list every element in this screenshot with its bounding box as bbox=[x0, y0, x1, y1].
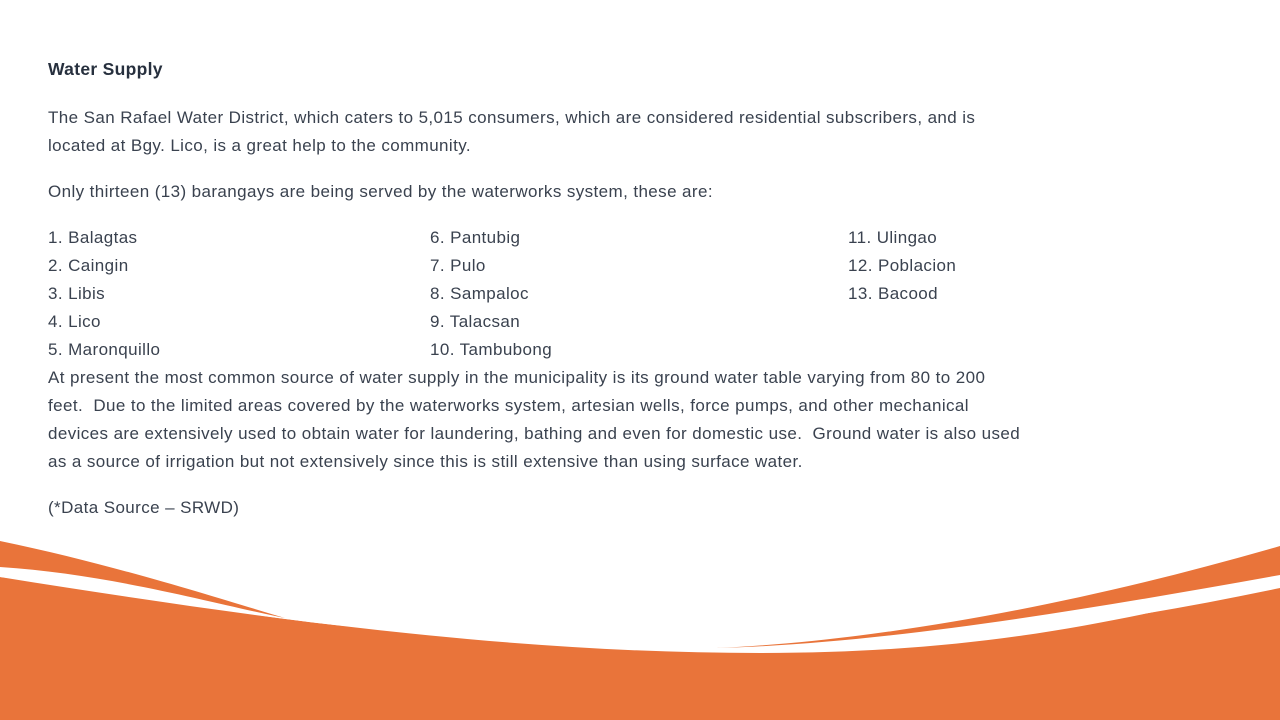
barangay-list-item: 2. Caingin bbox=[48, 256, 129, 275]
barangay-list-item: 8. Sampaloc bbox=[430, 284, 529, 303]
content-area bbox=[48, 58, 1198, 522]
barangay-list-item: 10. Tambubong bbox=[430, 340, 553, 359]
data-source-note bbox=[48, 494, 1198, 522]
barangay-list-item: 6. Pantubig bbox=[430, 228, 521, 247]
intro-paragraph bbox=[48, 104, 1198, 160]
barangay-list-item: 12. Poblacion bbox=[848, 256, 957, 275]
paragraph-line: devices are extensively used to obtain water for laundering, bathing and even for domestic use. Ground water is also used bbox=[48, 424, 1021, 443]
barangay-column-2 bbox=[430, 224, 848, 364]
barangay-list-item: 5. Maronquillo bbox=[48, 340, 161, 359]
section-heading: Water Supply bbox=[48, 59, 163, 79]
barangay-list-item: 11. Ulingao bbox=[848, 228, 938, 247]
barangay-list-item: 9. Talacsan bbox=[430, 312, 521, 331]
bottom-wave-decoration bbox=[0, 530, 1280, 720]
barangay-list-item: 7. Pulo bbox=[430, 256, 486, 275]
paragraph-line: feet. Due to the limited areas covered by the waterworks system, artesian wells, force pumps, and other mechanical bbox=[48, 396, 969, 415]
barangay-list bbox=[48, 224, 1198, 364]
water-source-paragraph bbox=[48, 364, 1198, 476]
barangay-list-item: 4. Lico bbox=[48, 312, 101, 331]
paragraph-line: Only thirteen (13) barangays are being served by the waterworks system, these are: bbox=[48, 182, 713, 201]
barangay-list-item: 13. Bacood bbox=[848, 284, 939, 303]
barangay-list-item: 3. Libis bbox=[48, 284, 106, 303]
barangay-list-item: 1. Balagtas bbox=[48, 228, 138, 247]
barangay-column-3 bbox=[848, 224, 1148, 364]
paragraph-line: located at Bgy. Lico, is a great help to the community. bbox=[48, 136, 471, 155]
paragraph-line: The San Rafael Water District, which caters to 5,015 consumers, which are considered residential subscribers, and is bbox=[48, 108, 976, 127]
barangay-count-paragraph bbox=[48, 178, 1198, 206]
paragraph-line: as a source of irrigation but not extensively since this is still extensive than using surface water. bbox=[48, 452, 803, 471]
barangay-column-1 bbox=[48, 224, 430, 364]
paragraph-line: At present the most common source of water supply in the municipality is its ground water table varying from 80 to 200 bbox=[48, 368, 986, 387]
paragraph-line: (*Data Source – SRWD) bbox=[48, 498, 240, 517]
